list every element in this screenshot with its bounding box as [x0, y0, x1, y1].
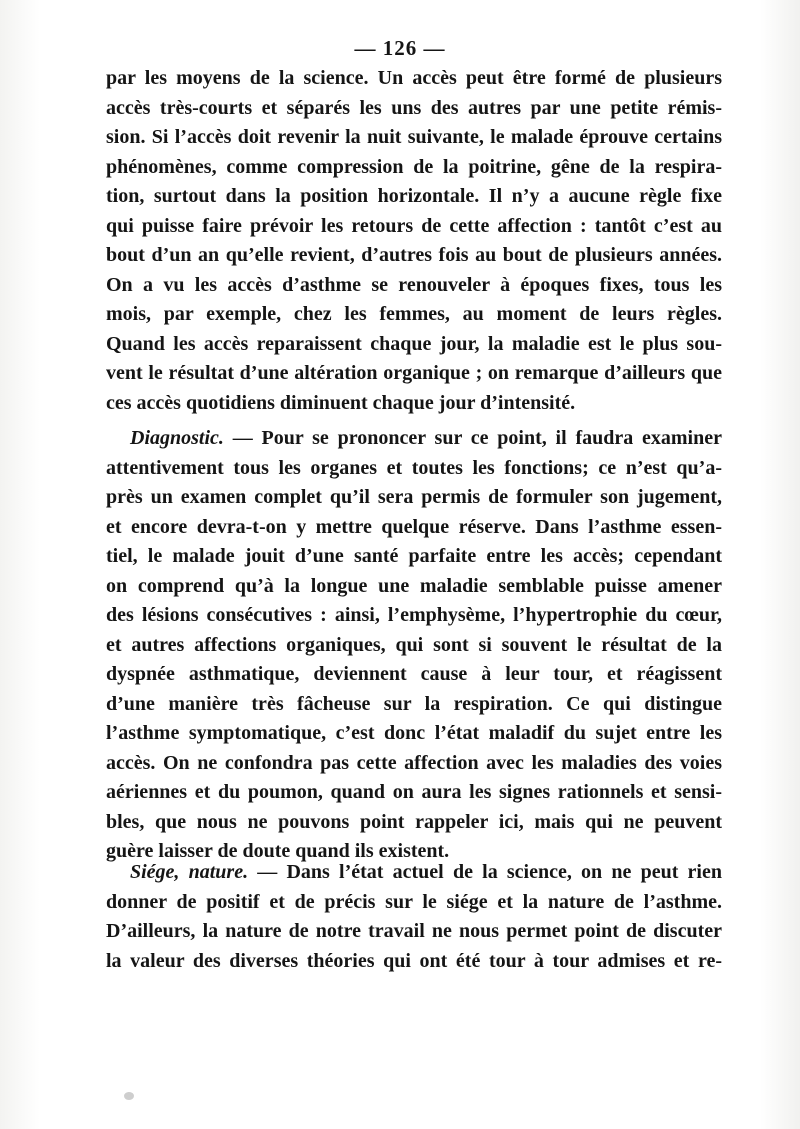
- page-number: — 126 —: [354, 36, 446, 60]
- paper-speck: [124, 1092, 134, 1100]
- section-heading-diagnostic: Diagnostic.: [130, 427, 224, 449]
- text-line: l’asthme symptomatique, c’est donc l’état maladif du sujet entre les: [106, 722, 722, 744]
- paragraph-siege-nature: [106, 858, 722, 976]
- text-line-with-heading: [106, 858, 722, 888]
- text-line: bout d’un an qu’elle revient, d’autres fois au bout de plusieurs années.: [106, 244, 722, 266]
- text-line: dyspnée asthmatique, deviennent cause à leur tour, et réagissent: [106, 663, 722, 685]
- text-line: mois, par exemple, chez les femmes, au moment de leurs règles.: [106, 303, 722, 325]
- paragraph-continuation: [106, 64, 722, 418]
- text-line: donner de positif et de précis sur le siége et la nature de l’asthme.: [106, 890, 722, 913]
- text-line: accès très-courts et séparés les uns des autres par une petite rémis-: [106, 96, 722, 119]
- text-line: Quand les accès reparaissent chaque jour, la maladie est le plus sou-: [106, 332, 722, 355]
- text-line: bles, que nous ne pouvons point rappeler ici, mais qui ne peuvent: [106, 810, 722, 833]
- text-line: tion, surtout dans la position horizontale. Il n’y a aucune règle fixe: [106, 185, 722, 207]
- paragraph-diagnostic: [106, 424, 722, 867]
- text-line: qui puisse faire prévoir les retours de cette affection : tantôt c’est au: [106, 214, 722, 237]
- text-line: on comprend qu’à la longue une maladie semblable puisse amener: [106, 574, 722, 597]
- text-line: vent le résultat d’une altération organique ; on remarque d’ailleurs que: [106, 362, 722, 384]
- text-line: phénomènes, comme compression de la poitrine, gêne de la respira-: [106, 155, 722, 178]
- text-fragment: — Pour se prononcer sur ce point, il faudra examiner: [232, 427, 722, 449]
- section-heading-siege-nature: Siége, nature.: [130, 861, 249, 883]
- text-line: et encore devra-t-on y mettre quelque réserve. Dans l’asthme essen-: [106, 515, 722, 538]
- text-line: d’une manière très fâcheuse sur la respiration. Ce qui distingue: [106, 692, 722, 715]
- text-line: la valeur des diverses théories qui ont été tour à tour admises et re-: [106, 949, 722, 972]
- text-fragment: — Dans l’état actuel de la science, on ne peut rien: [257, 861, 722, 883]
- text-line: et autres affections organiques, qui sont si souvent le résultat de la: [106, 633, 722, 656]
- text-line: par les moyens de la science. Un accès peut être formé de plusieurs: [106, 67, 722, 89]
- text-line: ces accès quotidiens diminuent chaque jour d’intensité.: [106, 391, 576, 414]
- text-line: guère laisser de doute quand ils existent.: [106, 840, 450, 862]
- text-line: tiel, le malade jouit d’une santé parfaite entre les accès; cependant: [106, 545, 722, 567]
- text-line: accès. On ne confondra pas cette affection avec les maladies des voies: [106, 751, 722, 774]
- text-line-with-heading: [106, 424, 722, 454]
- text-line: D’ailleurs, la nature de notre travail ne nous permet point de discuter: [106, 920, 722, 942]
- text-line: aériennes et du poumon, quand on aura les signes rationnels et sensi-: [106, 781, 722, 803]
- text-line: près un examen complet qu’il sera permis de formuler son jugement,: [106, 486, 722, 508]
- text-line: attentivement tous les organes et toutes les fonctions; ce n’est qu’a-: [106, 456, 722, 479]
- text-line: On a vu les accès d’asthme se renouveler à époques fixes, tous les: [106, 273, 722, 296]
- text-line: des lésions consécutives : ainsi, l’emphysème, l’hypertrophie du cœur,: [106, 604, 722, 626]
- text-line: sion. Si l’accès doit revenir la nuit suivante, le malade éprouve certains: [106, 126, 722, 148]
